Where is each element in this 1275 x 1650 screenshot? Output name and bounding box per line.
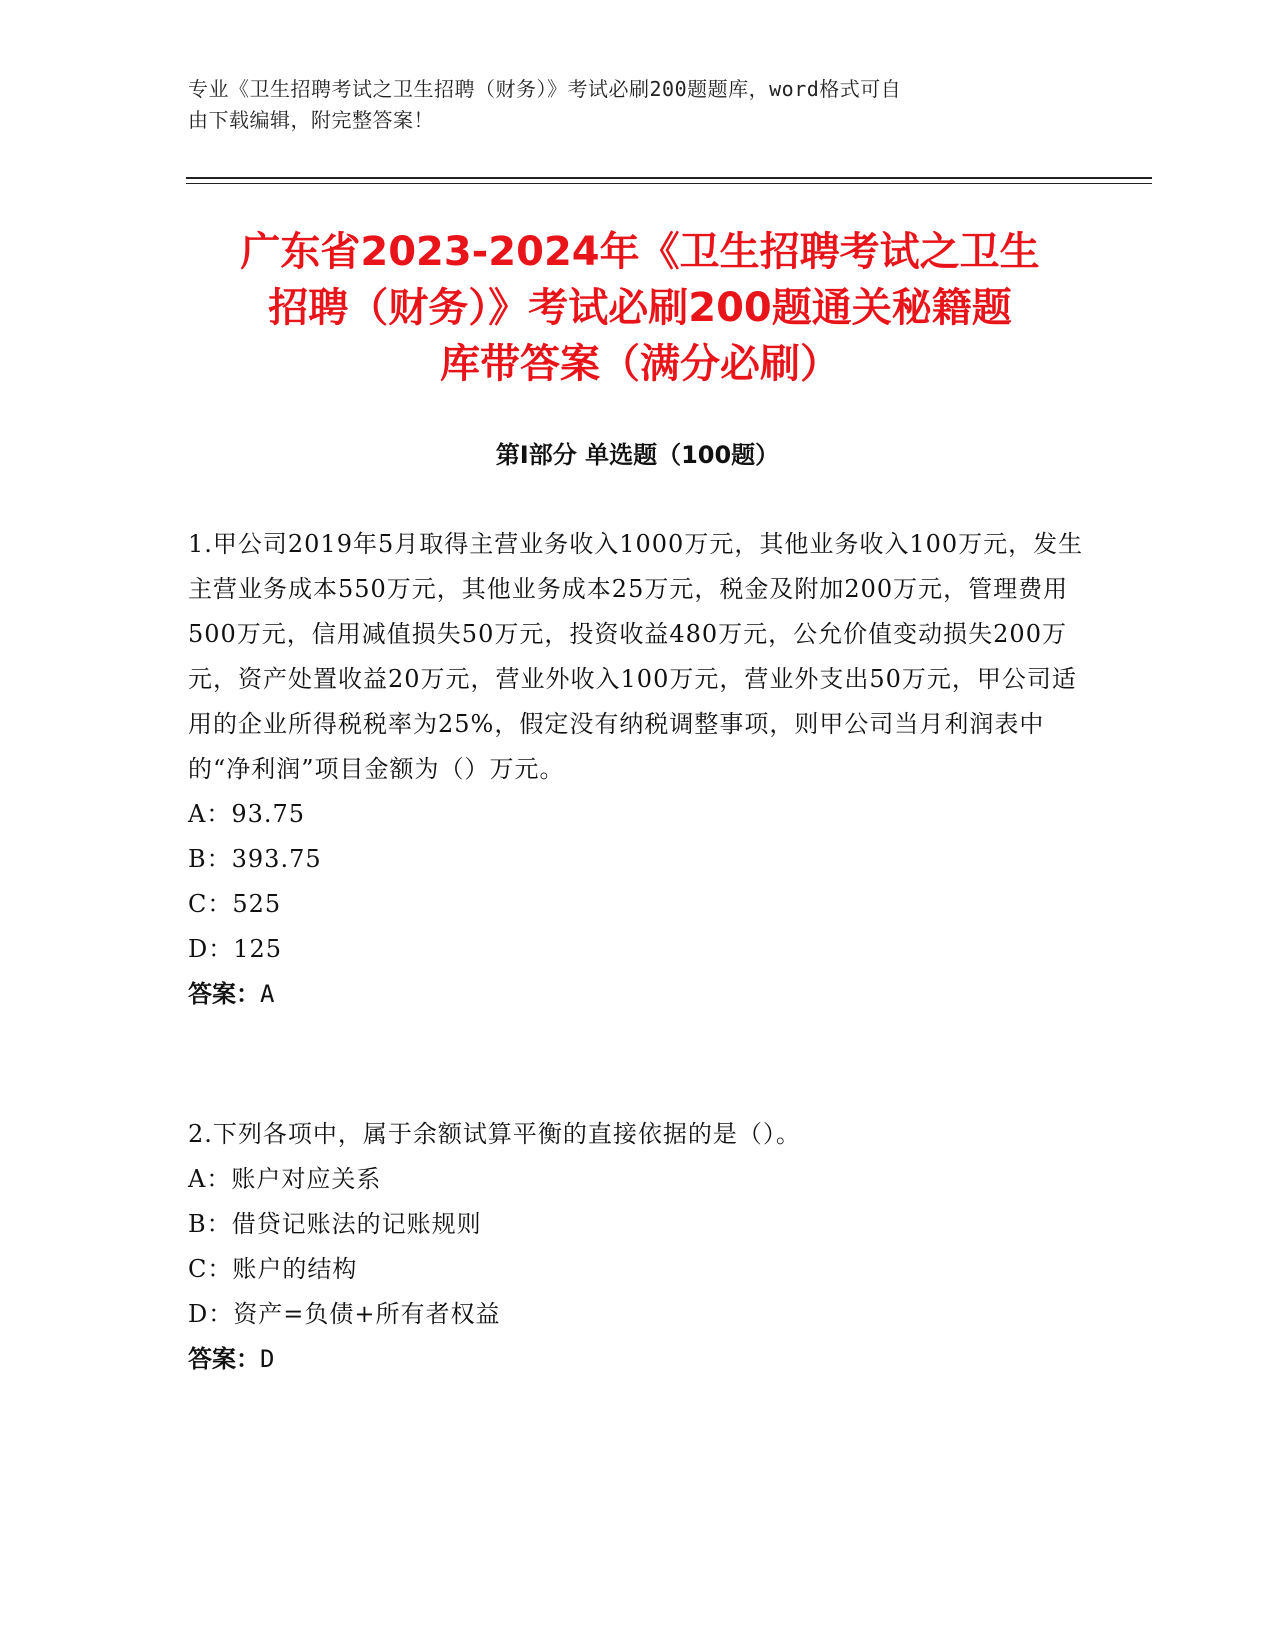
question-stem: 1.甲公司2019年5月取得主营业务收入1000万元，其他业务收入100万元，发生主营业务成本550万元，其他业务成本25万元，税金及附加200万元，管理费用500万元，信用减值损失50万元，投资收益480万元，公允价值变动损失200万元，资产处置收益20万元，营业外收入100万元，营业外支出50万元，甲公司适用的企业所得税税率为25%，假定没有纳税调整事项，则甲公司当月利润表中的“净利润”项目金额为（）万元。	[188, 530, 1084, 783]
section-heading: 第Ⅰ部分 单选题（100题）	[495, 441, 780, 469]
header-note-line-1: 专业《卫生招聘考试之卫生招聘（财务）》考试必刷200题题库，word格式可自	[188, 77, 902, 101]
header-note	[188, 74, 1088, 136]
option-c: C：525	[188, 890, 282, 918]
document-title-line-1: 广东省2023-2024年《卫生招聘考试之卫生	[240, 229, 1040, 275]
option-d: D：资产=负债+所有者权益	[188, 1300, 501, 1328]
document-title	[190, 224, 1090, 392]
option-c: C：账户的结构	[188, 1255, 358, 1283]
document-title-line-2: 招聘（财务）》考试必刷200题通关秘籍题	[268, 285, 1012, 331]
answer	[188, 972, 1088, 1017]
answer-label: 答案：	[188, 980, 260, 1008]
answer-value: D	[260, 1345, 275, 1373]
answer-value: A	[260, 980, 275, 1008]
option-a: A：93.75	[188, 800, 306, 828]
option-d: D：125	[188, 935, 283, 963]
question-stem: 2.下列各项中，属于余额试算平衡的直接依据的是（）。	[188, 1120, 801, 1148]
header-note-line-2: 由下载编辑，附完整答案！	[188, 108, 434, 132]
answer-label: 答案：	[188, 1345, 260, 1373]
question-2	[188, 1112, 1088, 1382]
document-title-line-3: 库带答案（满分必刷）	[440, 341, 840, 387]
option-a: A：账户对应关系	[188, 1165, 382, 1193]
option-b: B：借贷记账法的记账规则	[188, 1210, 482, 1238]
question-1	[188, 522, 1088, 1017]
answer	[188, 1337, 1088, 1382]
header-divider-thick	[186, 177, 1152, 179]
header-divider-thin	[186, 183, 1152, 184]
option-b: B：393.75	[188, 845, 322, 873]
